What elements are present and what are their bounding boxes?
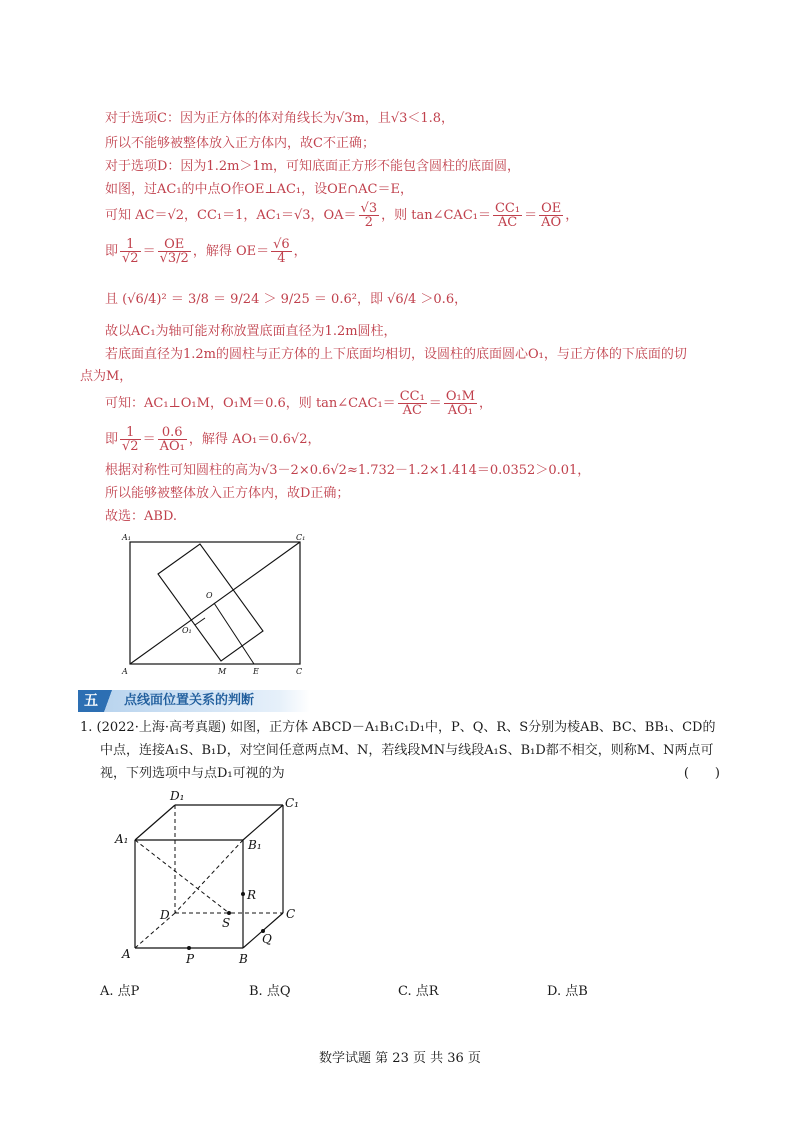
solution-line: 根据对称性可知圆柱的高为√3－2×0.6√2≈1.732－1.2×1.414＝0.0352＞0.01， <box>105 463 591 478</box>
solution-line-with-fractions: 即 $\frac{1}{√2}$ ＝ $\frac{0.6}{\text{AO₁}}$ ，解得 AO₁＝0.6√2， <box>105 425 321 454</box>
label-o: O <box>206 591 213 600</box>
label-a1: A₁ <box>122 533 131 542</box>
label-b: B <box>239 952 248 966</box>
label-o1: O₁ <box>182 626 192 635</box>
fraction: $\frac{\text{CC₁}}{AC}$ <box>494 201 521 230</box>
solution-line: 对于选项C：因为正方体的体对角线长为√3m，且√3＜1.8， <box>105 111 455 126</box>
banner-slash <box>102 690 116 712</box>
question-block <box>80 716 720 785</box>
solution-line: 如图，过AC₁的中点O作OE⊥AC₁，设OE∩AC＝E， <box>105 182 413 197</box>
section-title: 点线面位置关系的判断 <box>124 693 255 708</box>
solution-line: 且 (√6/4)² ＝ 3/8 ＝ 9/24 ＞ 9/25 ＝ 0.6²，即 √6/4 ＞0.6， <box>105 292 468 307</box>
fraction: $\frac{0.6}{\text{AO₁}}$ <box>159 425 185 454</box>
label-s: S <box>222 916 231 930</box>
label-c: C <box>286 907 296 921</box>
option-a[interactable]: A. 点P <box>100 984 140 999</box>
option-b[interactable]: B. 点Q <box>249 984 291 999</box>
section-banner <box>78 690 310 712</box>
fraction: $\frac{OE}{√3/2}$ <box>159 237 189 266</box>
fraction: $\frac{√3}{2}$ <box>360 201 378 230</box>
question-line: 中点，连接A₁S、B₁D，对空间任意两点M、N，若线段MN与线段A₁S、B₁D都不相交，则称M、N两点可 <box>100 743 714 758</box>
segment-b1d <box>175 840 243 913</box>
page-footer: 数学试题 第 23 页 共 36 页 <box>319 1051 481 1066</box>
edge-a1d1 <box>135 805 175 840</box>
label-c: C <box>296 667 303 676</box>
solution-line-with-fractions: 可知：AC₁⊥O₁M，O₁M＝0.6，则 tan∠CAC₁＝ $\frac{\text{CC₁}}{AC}$ ＝ $\frac{\text{O₁M}}{\text{AO₁}}$ ， <box>105 389 493 418</box>
point-p <box>187 946 191 950</box>
label-m: M <box>218 667 227 676</box>
cube-figure <box>108 785 328 970</box>
question-line: 视，下列选项中与点D₁可视的为 ( ) <box>80 762 720 785</box>
fraction: $\frac{\text{CC₁}}{AC}$ <box>399 389 425 418</box>
solution-line: 所以不能够被整体放入正方体内，故C不正确； <box>105 136 375 151</box>
label-r: R <box>247 888 257 902</box>
solution-line: 点为M， <box>80 369 133 384</box>
solution-line: 所以能够被整体放入正方体内，故D正确； <box>105 486 350 501</box>
diagonal-line <box>130 542 300 664</box>
label-d: D <box>160 908 170 922</box>
label-c1: C₁ <box>296 533 306 542</box>
option-c[interactable]: C. 点R <box>398 984 439 999</box>
solution-line: 故以AC₁为轴可能对称放置底面直径为1.2m圆柱， <box>105 324 397 339</box>
oe-line <box>214 603 254 664</box>
solution-line-with-fractions: 可知 AC＝√2，CC₁＝1，AC₁＝√3，OA＝ $\frac{√3}{2}$ ，则 tan∠CAC₁＝ $\frac{\text{CC₁}}{AC}$ ＝ $\frac{OE}{AO}$ ， <box>105 201 579 230</box>
point-r <box>241 892 245 896</box>
fraction: $\frac{1}{√2}$ <box>122 425 139 454</box>
o1m-line <box>195 618 205 625</box>
fraction: $\frac{OE}{AO}$ <box>541 201 562 230</box>
segment-a1s <box>135 840 229 913</box>
label-a1: A₁ <box>115 832 129 846</box>
label-e: E <box>253 667 259 676</box>
label-b1: B₁ <box>248 838 262 852</box>
section-number: 五 <box>78 690 104 712</box>
label-d1: D₁ <box>170 789 185 803</box>
question-line: 1. (2022·上海·高考真题) 如图，正方体 ABCD－A₁B₁C₁D₁中，P、Q、R、S分别为棱AB、BC、BB₁、CD的 <box>80 720 716 735</box>
fraction: $\frac{\text{O₁M}}{\text{AO₁}}$ <box>445 389 475 418</box>
label-c1: C₁ <box>285 796 299 810</box>
option-d[interactable]: D. 点B <box>547 984 588 999</box>
fraction: $\frac{√6}{4}$ <box>273 237 290 266</box>
label-q: Q <box>262 932 272 946</box>
cylinder-section <box>158 544 263 661</box>
label-a: A <box>122 947 131 961</box>
answer-bracket: ( ) <box>683 766 720 781</box>
solution-line: 若底面直径为1.2m的圆柱与正方体的上下底面均相切，设圆柱的底面圆心O₁，与正方体的下底面的切 <box>105 347 687 362</box>
solution-line: 故选：ABD. <box>105 509 178 524</box>
edge-b1c1 <box>243 805 283 840</box>
point-s <box>227 911 231 915</box>
label-a: A <box>122 667 128 676</box>
label-p: P <box>186 952 195 966</box>
cross-section-figure <box>120 530 320 680</box>
solution-line: 对于选项D：因为1.2m＞1m，可知底面正方形不能包含圆柱的底面圆， <box>105 159 521 174</box>
fraction: $\frac{1}{√2}$ <box>122 237 139 266</box>
solution-line-with-fractions: 即 $\frac{1}{√2}$ ＝ $\frac{OE}{√3/2}$ ，解得 OE＝ $\frac{√6}{4}$ ， <box>105 237 307 266</box>
